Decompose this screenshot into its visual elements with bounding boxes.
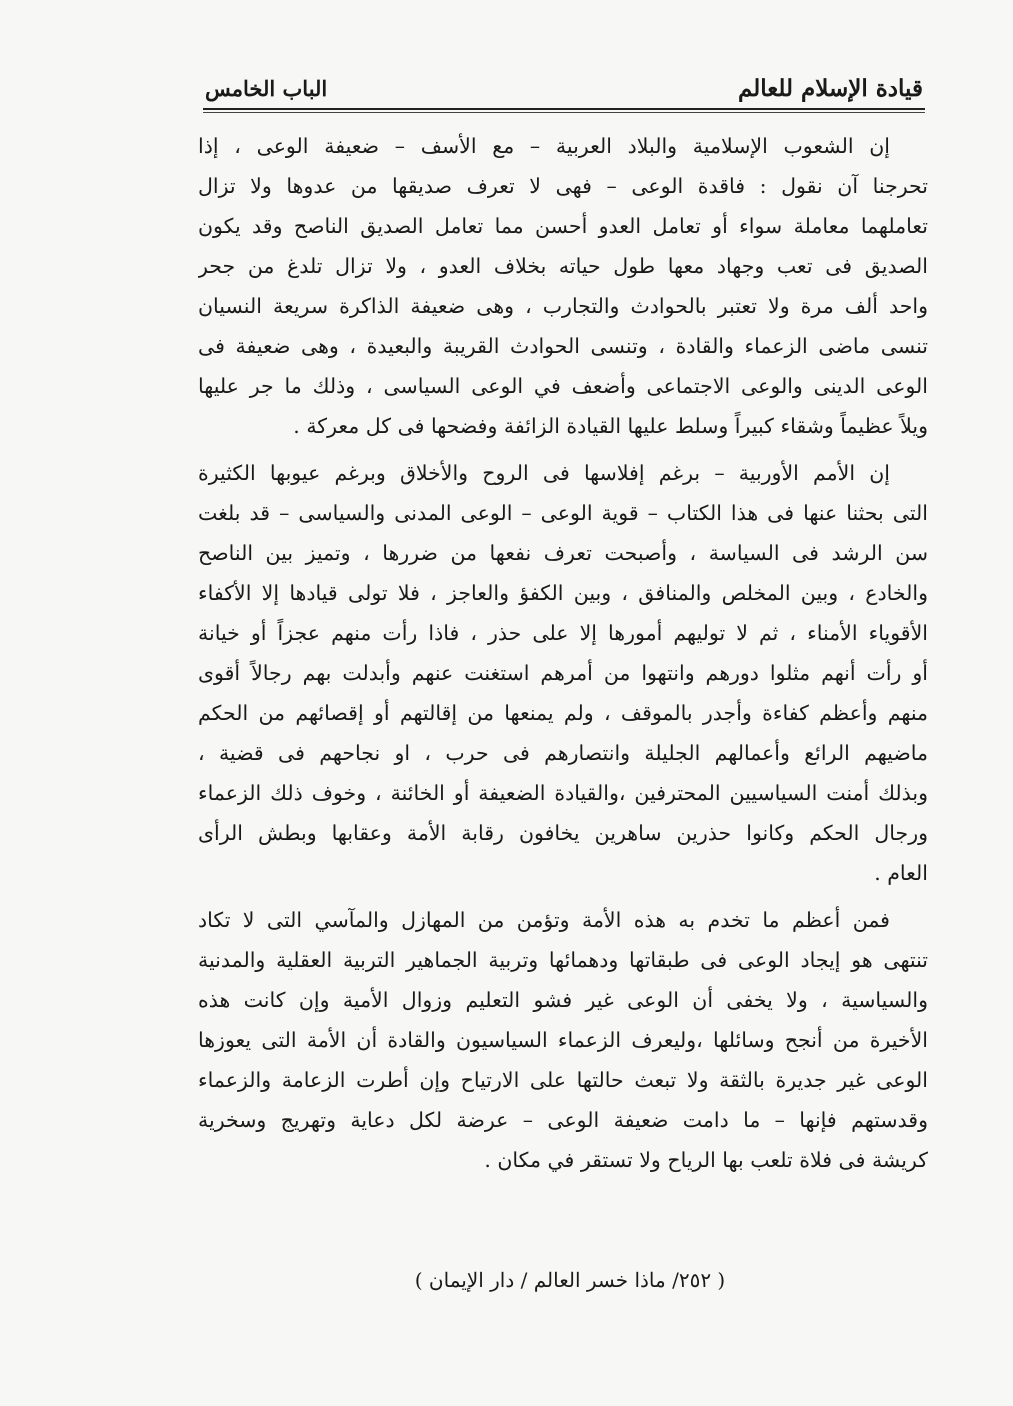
page-footer: ( ٢٥٢/ ماذا خسر العالم / دار الإيمان ) <box>414 1268 726 1292</box>
text-line: وقدستهم فإنها – ما دامت ضعيفة الوعى – عرضة لكل دعاية وتهريج وسخرية <box>198 1108 928 1132</box>
text-line: التى بحثنا عنها فى هذا الكتاب – قوية الوعى – الوعى المدنى والسياسى – قد بلغت <box>198 501 928 525</box>
text-line: منهم وأعظم كفاءة وأجدر بالموقف ، ولم يمنعها من إقالتهم أو إقصائهم من الحكم <box>198 701 928 725</box>
header-rule <box>203 108 925 110</box>
text-line: واحد ألف مرة ولا تعتبر بالحوادث والتجارب ، وهى ضعيفة الذاكرة سريعة النسيان <box>198 294 928 318</box>
text-line: والسياسية ، ولا يخفى أن الوعى غير فشو التعليم وزوال الأمية وإن كانت هذه <box>198 988 928 1012</box>
text-line: تنسى ماضى الزعماء والقادة ، وتنسى الحوادث القريبة والبعيدة ، وهى ضعيفة فى <box>198 334 928 358</box>
text-line: العام . <box>874 861 928 885</box>
text-line: ماضيهم الرائع وأعمالهم الجليلة وانتصارهم فى حرب ، او نجاحهم فى قضية ، <box>198 741 928 765</box>
text-line: كريشة فى فلاة تلعب بها الرياح ولا تستقر في مكان . <box>484 1148 928 1172</box>
text-line: الأخيرة من أنجح وسائلها ،وليعرف الزعماء السياسيون والقادة أن الأمة التى يعوزها <box>198 1028 928 1052</box>
text-line: تنتهى هو إيجاد الوعى فى طبقاتها ودهمائها وتربية الجماهير التربية العقلية والمدنية <box>198 948 928 972</box>
text-line: والخادع ، وبين المخلص والمنافق ، وبين الكفؤ والعاجز ، فلا تولى قيادها إلا الأكفاء <box>198 581 928 605</box>
body-text <box>198 126 928 1180</box>
text-line: إن الشعوب الإسلامية والبلاد العربية – مع الأسف – ضعيفة الوعى ، إذا <box>198 134 890 158</box>
paragraph <box>198 453 928 893</box>
text-line: الأقوياء الأمناء ، ثم لا توليهم أمورها إلا على حذر ، فاذا رأت منهم عجزاً أو خيانة <box>198 621 928 645</box>
book-title: قيادة الإسلام للعالم <box>737 74 923 102</box>
paragraph <box>198 126 928 446</box>
text-line: وبذلك أمنت السياسيين المحترفين ،والقيادة الضعيفة أو الخائنة ، وخوف ذلك الزعماء <box>198 781 928 805</box>
chapter-title: الباب الخامس <box>205 75 328 101</box>
text-line: الوعى غير جديرة بالثقة ولا تبعث حالتها على الارتياح وإن أطرت الزعامة والزعماء <box>198 1068 928 1092</box>
text-line: تحرجنا آن نقول : فاقدة الوعى – فهى لا تعرف صديقها من عدوها ولا تزال <box>198 174 928 198</box>
text-line: الصديق فى تعب وجهاد معها طول حياته بخلاف العدو ، ولا تزال تلدغ من جحر <box>198 254 928 278</box>
text-line: ورجال الحكم وكانوا حذرين ساهرين يخافون رقابة الأمة وعقابها وبطش الرأى <box>198 821 928 845</box>
header-rule-thin <box>203 112 925 113</box>
text-line: أو رأت أنهم مثلوا دورهم وانتهوا من أمرهم استغنت عنهم وأبدلت بهم رجالاً أقوى <box>198 661 928 685</box>
text-line: تعاملهما معاملة سواء أو تعامل العدو أحسن مما تعامل الصديق الناصح وقد يكون <box>198 214 928 238</box>
text-line: الوعى الدينى والوعى الاجتماعى وأضعف في الوعى السياسى ، وذلك ما جر عليها <box>198 374 928 398</box>
paragraph-gap <box>198 893 928 900</box>
text-line: فمن أعظم ما تخدم به هذه الأمة وتؤمن من المهازل والمآسي التى لا تكاد <box>198 908 890 932</box>
text-line: ويلاً عظيماً وشقاء كبيراً وسلط عليها القيادة الزائفة وفضحها فى كل معركة . <box>293 414 928 438</box>
paragraph-gap <box>198 446 928 453</box>
paragraph <box>198 900 928 1180</box>
text-line: سن الرشد فى السياسة ، وأصبحت تعرف نفعها من ضررها ، وتميز بين الناصح <box>198 541 928 565</box>
running-header <box>205 70 923 106</box>
text-line: إن الأمم الأوربية – برغم إفلاسها فى الروح والأخلاق وبرغم عيوبها الكثيرة <box>198 461 890 485</box>
